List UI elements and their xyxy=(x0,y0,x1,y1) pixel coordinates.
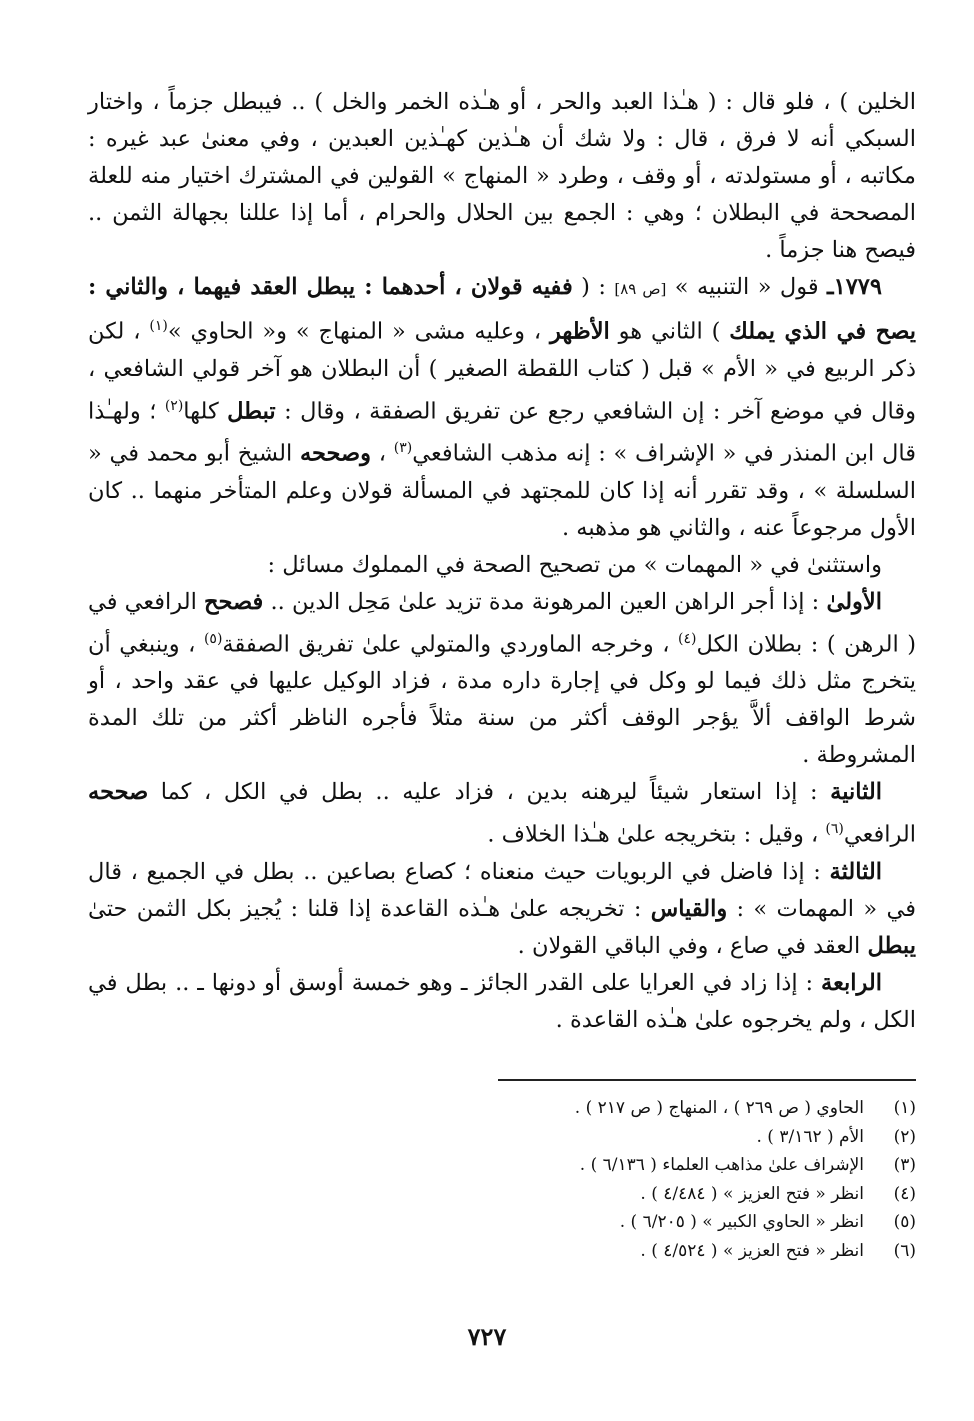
paragraph-7 xyxy=(88,965,916,1039)
footnote-number: (٣) xyxy=(893,1155,916,1175)
footnote-4 xyxy=(96,1180,916,1209)
main-text xyxy=(88,84,916,1039)
footnote-2 xyxy=(96,1123,916,1152)
bold-run: الرابعة xyxy=(821,969,882,996)
footnote-ref: (٥) xyxy=(203,630,223,647)
text-run: : إذا زاد في العرايا على القدر الجائز ـ وهو خمسة أوسق أو دونها ـ .. بطل في الكل ، ولم يخرجوه علىٰ هـٰذه القاعدة . xyxy=(88,969,916,1033)
page-ref: [ص ٨٩] xyxy=(614,280,667,298)
footnote-separator xyxy=(498,1079,916,1081)
text-run: : إذا استعار شيئاً ليرهنه بدين ، فزاد عليه .. بطل في الكل ، كما xyxy=(148,779,831,805)
text-run: ) الثاني هو xyxy=(609,318,730,345)
text-run: ، وعليه مشى « المنهاج » و« الحاوي » xyxy=(167,318,550,345)
footnote-text: الأم ( ٣/١٦٢ ) . xyxy=(756,1126,864,1147)
footnote-5 xyxy=(96,1208,916,1237)
text-run: ، xyxy=(371,440,394,467)
page-number: ٧٢٧ xyxy=(467,1322,507,1351)
bold-run: الثانية xyxy=(830,779,882,805)
footnote-number: (١) xyxy=(893,1098,916,1118)
paragraph-1: الخلين ) ، فلو قال : ( هـٰذا العبد والحر ، أو هـٰذه الخمر والخل ) .. فيبطل جزماً ، واختار السبكي أنه لا فرق ، قال : ولا شك أن هـٰذين كهـٰذين العبدين ، وفي معنىٰ عبد غيره : مكاتبه ، أو مستولدته ، أو وقف ، وطرد « المنهاج » القولين في المشترك اختيار منه للعلة المصححة في البطلان ؛ وهي : الجمع بين الحلال والحرام ، أما إذا عللنا بجهالة الثمن .. فيصح هنا جزماً . xyxy=(88,89,916,263)
text-run: الرافعي xyxy=(843,821,916,848)
paragraph-5 xyxy=(88,774,916,854)
bold-run: فصحح xyxy=(203,588,264,615)
footnote-6 xyxy=(96,1237,916,1266)
text-run: ، وقيل : بتخريجه علىٰ هـٰذا الخلاف . xyxy=(487,821,826,848)
bold-run: صححه xyxy=(88,779,149,805)
footnote-1 xyxy=(96,1094,916,1123)
paragraph-3: واستثنىٰ في « المهمات » من تصحيح الصحة في المملوك مسائل : xyxy=(267,551,882,578)
paragraph-2 xyxy=(88,269,916,547)
bold-run: والقياس xyxy=(650,895,728,922)
footnote-ref: (٦) xyxy=(825,821,844,837)
text-run: : إذا أجر الراهن العين المرهونة مدة تزيد علىٰ مَحِل الدين .. xyxy=(263,588,827,615)
footnote-ref: (١) xyxy=(149,318,168,334)
bold-run: ففيه قولان ، أحدهما : يبطل العقد فيهما ، والثاني : يصح في الذي يملك xyxy=(88,274,916,345)
text-run: ، لكن ذكر الربيع في « الأم » قبل ( كتاب اللقطة الصغير ) أن البطلان هو آخر قولي الشافعي ، وقال في موضع آخر : إن الشافعي رجع عن تفريق الصفقة ، وقال : xyxy=(88,318,916,424)
paragraph-6 xyxy=(88,854,916,965)
text-run: ؛ ولهـٰذا قال ابن المنذر في « الإشراف » : إنه مذهب الشافعي xyxy=(88,398,916,467)
footnote-number: (٤) xyxy=(893,1183,916,1204)
text-run: الشيخ أبو محمد في « السلسلة » ، وقد تقرر أنه إذا كان للمجتهد في المسألة قولان وعلم المتأخر منهما .. كان الأول مرجوعاً عنه ، والثاني هو مذهبه . xyxy=(88,440,916,541)
bold-run: وصححه xyxy=(299,440,372,467)
footnote-ref: (٤) xyxy=(678,630,697,647)
text-run: : تخريجه علىٰ هـٰذه القاعدة إذا قلنا : يُجيز بكل الثمن حتىٰ xyxy=(88,895,651,922)
bold-run: الأظهر xyxy=(550,318,610,345)
footnote-number: (٥) xyxy=(893,1212,916,1232)
page-body xyxy=(88,84,916,1039)
text-run: كلها xyxy=(183,398,228,424)
text-run: العقد في صاع ، وفي الباقي القولان . xyxy=(517,932,868,959)
footnote-text: انظر « فتح العزيز » ( ٤/٤٨٤ ) . xyxy=(640,1183,864,1204)
bold-run: ١٧٧٩ـ xyxy=(827,274,882,300)
footnote-number: (٢) xyxy=(893,1126,916,1147)
footnote-ref: (٣) xyxy=(393,440,413,456)
text-run: ، وخرجه الماوردي والمتولي علىٰ تفريق الصفقة xyxy=(222,631,679,657)
bold-run: يبطل xyxy=(867,932,916,959)
footnote-text: انظر « الحاوي الكبير » ( ٦/٢٠٥ ) . xyxy=(619,1212,864,1232)
footnote-text: الإشراف علىٰ مذاهب العلماء ( ٦/١٣٦ ) . xyxy=(579,1155,864,1175)
bold-run: الأولىٰ xyxy=(826,588,882,615)
text-run: ، وينبغي أن يتخرج مثل ذلك فيما لو وكل في إجارة داره مدة ، فزاد الوكيل عليها في عقد واحد ، أو شرط الواقف ألاَّ يؤجر الوقف أكثر من سنة مثلاً فأجره الناظر أكثر من تلك المدة المشروطة . xyxy=(88,631,916,768)
footnote-text: انظر « فتح العزيز » ( ٤/٥٢٤ ) . xyxy=(640,1240,864,1261)
footnote-3 xyxy=(96,1151,916,1180)
bold-run: تبطل xyxy=(227,398,276,424)
footnotes xyxy=(96,1094,916,1265)
text-run: : إذا فاضل في الربويات حيث منعناه ؛ كصاع بصاعين .. بطل في الجميع ، قال في « المهمات » : xyxy=(88,858,916,922)
bold-run: الثالثة xyxy=(829,858,882,885)
paragraph-4 xyxy=(88,584,916,775)
footnote-text: الحاوي ( ص ٢٦٩ ) ، المنهاج ( ص ٢١٧ ) . xyxy=(574,1098,864,1118)
text-run: : ( xyxy=(572,274,615,300)
text-run: قول « التنبيه » xyxy=(666,274,828,300)
text-run: الرافعي في ( الرهن ) : بطلان الكل xyxy=(88,588,917,657)
footnote-number: (٦) xyxy=(893,1240,916,1261)
footnote-ref: (٢) xyxy=(164,397,184,414)
